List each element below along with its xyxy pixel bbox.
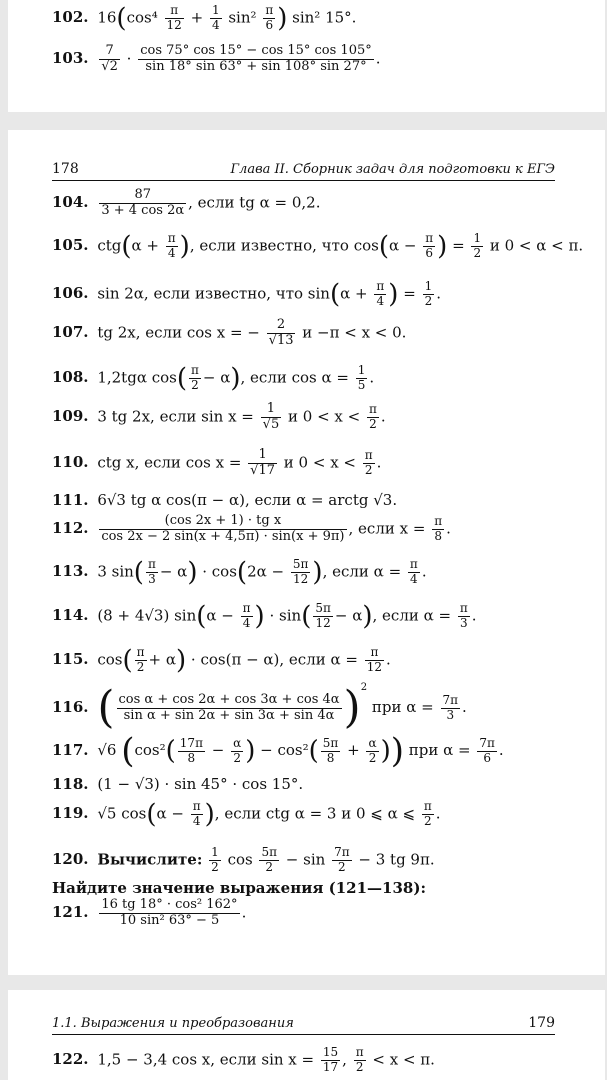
fraction: $\frac{87}{3 + 4 \cos 2\alpha}$ (101, 187, 185, 218)
page-header (52, 160, 555, 181)
fraction: $\frac{\pi}{2}$ (369, 402, 377, 431)
fraction: $\frac{7\pi}{3}$ (442, 692, 459, 722)
fraction: $\frac{5\pi}{2}$ (261, 845, 278, 874)
fraction: $\frac{\pi}{2}$ (191, 363, 199, 392)
problem-119: 119. √5 cos(α − $\frac{\pi}{4}$ ), если ctg α = 3 и 0 ⩽ α ⩽ $\frac{\pi}{2}$ . (52, 799, 441, 830)
fraction: $\frac{7}{√2}$ (101, 43, 118, 74)
fraction: $\frac{\alpha}{2}$ (368, 735, 377, 765)
fraction: $\frac{\pi}{4}$ (167, 231, 176, 260)
fraction: $\frac{\pi}{4}$ (192, 799, 201, 828)
fraction: $\frac{\pi}{2}$ (136, 645, 145, 674)
problem-110: 110. ctg x, если cos x = $\frac{1}{√17}$ и 0 < x < $\frac{\pi}{2}$ . (52, 447, 382, 478)
fraction: $\frac{\alpha}{2}$ (233, 735, 242, 765)
fraction: $\frac{\pi}{12}$ (366, 645, 383, 674)
fraction: $\frac{\pi}{4}$ (409, 557, 418, 586)
fraction: $\frac{1}{2}$ (424, 279, 433, 308)
bottom-page (8, 990, 605, 1080)
fraction: $\frac{1}{4}$ (211, 3, 220, 32)
page-header (52, 1014, 555, 1035)
page-number: 179 (528, 1015, 555, 1031)
fraction: $\frac{\pi}{6}$ (265, 3, 274, 32)
chapter-title: Глава II. Сборник задач для подготовки к ЕГЭ (230, 162, 555, 177)
fraction: $\frac{\pi}{3}$ (459, 601, 468, 630)
fraction: $\frac{\pi}{2}$ (355, 1045, 364, 1074)
problem-117: 117. √6 (cos²( $\frac{17\pi}{8}$ − $\frac{\alpha}{2}$ ) − cos²( $\frac{5\pi}{8}$ + $\frac{\alpha}{2}$ )) при α = $\frac{7\pi}{6}$ . (52, 731, 504, 771)
page-number: 178 (52, 161, 79, 177)
fraction: $\frac{\cos 75^\circ \cos 15^\circ - \cos 15^\circ \cos 105^\circ}{\sin 18^\circ \sin 63^\circ + \sin 108^\circ \sin 27^\circ}$ (140, 43, 372, 74)
fraction: $\frac{\pi}{12}$ (166, 3, 182, 32)
problem-102: 102. 16(cos⁴ $\frac{\pi}{12}$ + $\frac{1}{4}$ sin² $\frac{\pi}{6}$ ) sin² 15°. (52, 3, 357, 34)
problem-104: 104. $\frac{87}{3 + 4 \cos 2\alpha}$ , если tg α = 0,2. (52, 187, 321, 218)
fraction: $\frac{\text{cos α + cos 2α + cos 3α + cos 4α}}{\text{sin α + sin 2α + sin 3α + sin 4α}}$ (118, 691, 340, 723)
fraction: $\frac{7\pi}{2}$ (334, 845, 350, 874)
fraction: $\frac{1}{5}$ (357, 363, 366, 392)
fraction: $\frac{5\pi}{12}$ (292, 557, 309, 586)
fraction: $\frac{1}{2}$ (473, 231, 482, 260)
fraction: $\frac{\pi}{3}$ (147, 557, 156, 586)
problem-111: 111. 6√3 tg α cos(π − α), если α = arctg √3. (52, 491, 398, 509)
problem-116: 116. ( $\frac{\text{cos α + cos 2α + cos 3α + cos 4α}}{\text{sin α + sin 2α + sin 3α + sin 4α}}$ )$^2$ при α = $\frac{7\pi}{3}$ . (52, 682, 467, 733)
fraction: $\frac{17\pi}{8}$ (179, 735, 203, 765)
problem-120: 120. Вычислите: $\frac{1}{2}$ cos $\frac{5\pi}{2}$ − sin $\frac{7\pi}{2}$ − 3 tg 9π. (52, 845, 435, 874)
problem-107: 107. tg 2x, если cos x = − $\frac{2}{√13}$ и −π < x < 0. (52, 317, 407, 348)
fraction: $\frac{\pi}{4}$ (242, 601, 251, 630)
problem-112: 112. $\frac{\text{(cos 2x + 1) · tg x}}{\cos 2x - 2 \sin(x + 4,5\pi) \cdot \sin(x + 9\pi)}$ , если x = $\frac{\pi}{8}$ . (52, 513, 451, 544)
fraction: $\frac{2}{√13}$ (268, 317, 294, 348)
fraction: $\frac{\text{(cos 2x + 1) · tg x}}{\cos 2x - 2 \sin(x + 4,5\pi) \cdot \sin(x + 9\pi)}$ (101, 513, 345, 544)
problem-108: 108. 1,2tgα cos( $\frac{\pi}{2}$ − α), если cos α = $\frac{1}{5}$ . (52, 363, 375, 394)
fraction: $\frac{\pi}{2}$ (364, 448, 373, 477)
top-page (8, 0, 605, 112)
fraction: $\frac{5\pi}{8}$ (322, 735, 339, 765)
problem-103: 103. $\frac{7}{√2}$ · $\frac{\cos 75^\circ \cos 15^\circ - \cos 15^\circ \cos 105^\circ}{\sin 18^\circ \sin 63^\circ + \sin 108^\circ \sin 27^\circ}$ . (52, 43, 381, 74)
problem-121: 121. $\frac{\text{16 tg 18° · cos² 162°}}{\text{10 sin² 63° − 5}}$ . (52, 897, 247, 928)
fraction: $\frac{1}{√5}$ (262, 401, 280, 432)
problem-114: 114. (8 + 4√3) sin(α − $\frac{\pi}{4}$ ) · sin( $\frac{5\pi}{12}$ − α), если α = $\frac{\pi}{3}$ . (52, 601, 477, 632)
problem-122: 122. 1,5 − 3,4 cos x, если sin x = $\frac{15}{17}$ , $\frac{\pi}{2}$ < x < π. (52, 1045, 435, 1074)
fraction: $\frac{7\pi}{6}$ (479, 735, 495, 765)
chapter-title: 1.1. Выражения и преобразования (52, 1016, 294, 1031)
problem-113: 113. 3 sin( $\frac{\pi}{3}$ − α) · cos(2α − $\frac{5\pi}{12}$ ), если α = $\frac{\pi}{4}$ . (52, 557, 427, 588)
fraction: $\frac{5\pi}{12}$ (315, 601, 331, 630)
fraction: $\frac{\pi}{6}$ (425, 231, 434, 260)
problem-106: 106. sin 2α, если известно, что sin(α + $\frac{\pi}{4}$ ) = $\frac{1}{2}$ . (52, 279, 441, 310)
fraction: $\frac{\pi}{4}$ (376, 279, 385, 308)
section-heading: Найдите значение выражения (121—138): (52, 879, 426, 897)
problem-109: 109. 3 tg 2x, если sin x = $\frac{1}{√5}$ и 0 < x < $\frac{\pi}{2}$ . (52, 401, 386, 432)
fraction: $\frac{\pi}{2}$ (423, 799, 432, 828)
fraction: $\frac{\text{16 tg 18° · cos² 162°}}{\text{10 sin² 63° − 5}}$ (101, 897, 238, 928)
fraction: $\frac{15}{17}$ (322, 1045, 339, 1074)
problem-105: 105. ctg(α + $\frac{\pi}{4}$ ), если известно, что cos(α − $\frac{\pi}{6}$ ) = $\frac{1}{2}$ и 0 < α < π. (52, 231, 584, 262)
problem-118: 118. (1 − √3) · sin 45° · cos 15°. (52, 775, 304, 793)
fraction: $\frac{1}{2}$ (211, 845, 219, 874)
fraction: $\frac{1}{√17}$ (250, 447, 275, 478)
main-page (8, 130, 605, 975)
fraction: $\frac{\pi}{8}$ (434, 514, 443, 543)
problem-115: 115. cos( $\frac{\pi}{2}$ + α) · cos(π − α), если α = $\frac{\pi}{12}$ . (52, 645, 391, 676)
